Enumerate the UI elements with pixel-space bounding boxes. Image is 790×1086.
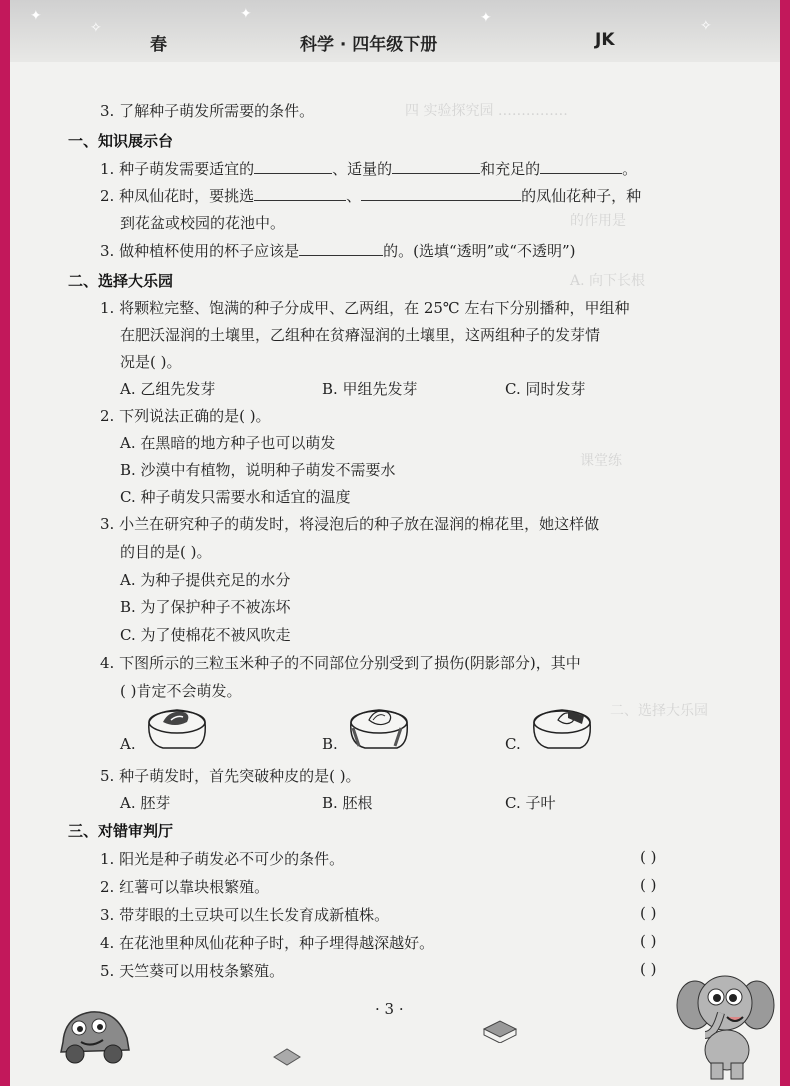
answer-blank[interactable] [254,159,332,174]
question-text: 3. 做种植杯使用的杯子应该是 [100,242,300,260]
mc-question-2: 2. 下列说法正确的是( )。 [100,407,271,425]
question-text: 、 [346,187,362,205]
mc-question-1-cont: 况是( )。 [120,353,182,371]
section-title: 三、对错审判厅 [68,822,174,840]
learning-objective: 3. 了解种子萌发所需要的条件。 [100,102,315,120]
bleed-through-text: 四 实验探究园 …………… [405,103,568,119]
page-number: · 3 · [375,1000,404,1018]
bleed-through-text: 的作用是 [570,213,626,229]
star-icon: ✦ [30,8,42,24]
mc-question-5: 5. 种子萌发时，首先突破种皮的是( )。 [100,767,361,785]
section-title: 一、知识展示台 [68,132,174,150]
mc-question-4-cont: ( )肯定不会萌发。 [120,682,242,700]
answer-paren[interactable]: ( ) [640,848,657,866]
header-season: 春 [150,35,167,55]
option[interactable]: C. 为了使棉花不被风吹走 [120,626,291,644]
mc-question-1-cont: 在肥沃湿润的土壤里，乙组种在贫瘠湿润的土壤里，这两组种子的发芽情 [120,326,601,344]
corn-seed-b-image [345,700,413,752]
corn-seed-a-image [143,700,211,752]
answer-blank[interactable] [299,241,383,256]
question-text: 和充足的 [480,160,541,178]
mc-question-3-cont: 的目的是( )。 [120,543,212,561]
option[interactable]: A. [120,735,136,753]
option[interactable]: C. 同时发芽 [505,380,586,398]
question-text: 的凤仙花种子，种 [521,187,642,205]
star-icon: ✦ [240,6,252,22]
true-false-item: 4. 在花池里种凤仙花种子时，种子埋得越深越好。 [100,934,435,952]
worksheet-page [10,0,780,1086]
mc-question-3: 3. 小兰在研究种子的萌发时，将浸泡后的种子放在湿润的棉花里，她这样做 [100,515,600,533]
option[interactable]: B. 胚根 [322,794,373,812]
true-false-item: 3. 带芽眼的土豆块可以生长发育成新植株。 [100,906,390,924]
bleed-through-text: 二、选择大乐园 [610,703,708,719]
answer-blank[interactable] [254,186,346,201]
star-icon: ✧ [90,20,102,36]
question-2-cont: 到花盆或校园的花池中。 [120,214,286,232]
question-text: 。 [622,160,638,178]
header-title: 科学 · 四年级下册 [300,35,438,55]
true-false-item: 5. 天竺葵可以用枝条繁殖。 [100,962,285,980]
cartoon-book-icon [480,1015,520,1043]
mc-question-4: 4. 下图所示的三粒玉米种子的不同部位分别受到了损伤(阴影部分)，其中 [100,654,581,672]
option[interactable]: B. 为了保护种子不被冻坏 [120,598,291,616]
mc-question-1: 1. 将颗粒完整、饱满的种子分成甲、乙两组，在 25℃ 左右下分别播种，甲组种 [100,299,630,317]
option[interactable]: C. [505,735,521,753]
true-false-item: 2. 红薯可以靠块根繁殖。 [100,878,270,896]
question-text: 、适量的 [332,160,393,178]
question-text: 的。(选填“透明”或“不透明”) [383,242,576,260]
option[interactable]: C. 子叶 [505,794,556,812]
true-false-item: 1. 阳光是种子萌发必不可少的条件。 [100,850,345,868]
cartoon-leaf-icon [272,1045,302,1067]
question-2 [100,185,641,206]
section-title: 二、选择大乐园 [68,272,174,290]
answer-paren[interactable]: ( ) [640,960,657,978]
page-header [10,0,780,62]
option[interactable]: A. 胚芽 [120,794,171,812]
answer-paren[interactable]: ( ) [640,904,657,922]
cartoon-car-icon [55,998,135,1068]
bleed-through-text: A. 向下长根 [570,273,646,289]
question-1 [100,158,637,179]
answer-blank[interactable] [361,186,521,201]
answer-paren[interactable]: ( ) [640,932,657,950]
question-3 [100,240,575,261]
option[interactable]: A. 乙组先发芽 [120,380,216,398]
star-icon: ✦ [480,10,492,26]
option[interactable]: A. 在黑暗的地方种子也可以萌发 [120,434,336,452]
bleed-through-text: 课堂练 [580,453,622,469]
cartoon-elephant-icon [675,965,775,1080]
answer-paren[interactable]: ( ) [640,876,657,894]
header-code: JK [595,30,615,50]
option[interactable]: C. 种子萌发只需要水和适宜的温度 [120,488,351,506]
corn-seed-c-image [528,700,596,752]
option[interactable]: A. 为种子提供充足的水分 [120,571,291,589]
star-icon: ✧ [700,18,712,34]
option[interactable]: B. 甲组先发芽 [322,380,418,398]
answer-blank[interactable] [540,159,622,174]
option[interactable]: B. [322,735,338,753]
answer-blank[interactable] [392,159,480,174]
option[interactable]: B. 沙漠中有植物，说明种子萌发不需要水 [120,461,396,479]
question-text: 2. 种凤仙花时，要挑选 [100,187,255,205]
question-text: 1. 种子萌发需要适宜的 [100,160,255,178]
